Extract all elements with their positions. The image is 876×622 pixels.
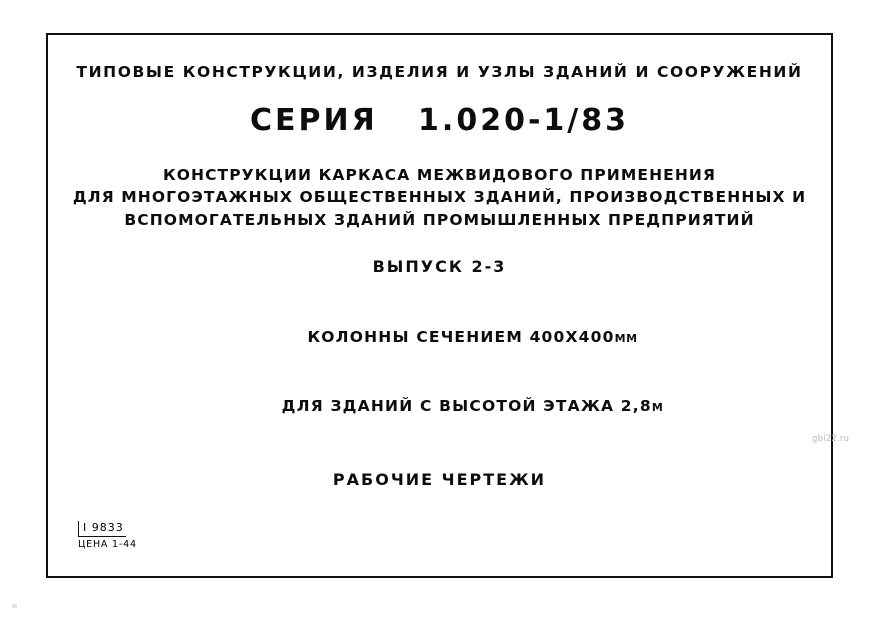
subject-line-2-text: ДЛЯ ЗДАНИЙ С ВЫСОТОЙ ЭТАЖА 2,8 bbox=[281, 397, 652, 416]
scope-line-3: ВСПОМОГАТЕЛЬНЫХ ЗДАНИЙ ПРОМЫШЛЕННЫХ ПРЕДПРИЯТИЙ bbox=[124, 210, 755, 229]
title-block bbox=[48, 35, 831, 576]
watermark-text: gbi22.ru bbox=[812, 434, 850, 444]
bottom-stamp bbox=[78, 516, 137, 550]
document-type: РАБОЧИЕ ЧЕРТЕЖИ bbox=[332, 469, 547, 489]
drawing-frame bbox=[46, 33, 833, 578]
subject-line-1 bbox=[48, 302, 831, 372]
subject-line-1-text: КОЛОННЫ СЕЧЕНИЕМ 400Х400 bbox=[307, 327, 615, 346]
document-header-line: ТИПОВЫЕ КОНСТРУКЦИИ, ИЗДЕЛИЯ И УЗЛЫ ЗДАНИЙ И СООРУЖЕНИЙ bbox=[76, 63, 803, 81]
subject-line-2 bbox=[48, 372, 831, 442]
series-number: СЕРИЯ 1.020-1/83 bbox=[250, 103, 629, 138]
stamp-price: ЦЕНА 1-44 bbox=[78, 539, 137, 550]
scope-block bbox=[48, 164, 831, 231]
subject-line-1-unit: ММ bbox=[614, 331, 638, 345]
subject-line-2-unit: М bbox=[651, 401, 664, 415]
scan-artifact bbox=[12, 604, 17, 608]
subject-block bbox=[48, 302, 831, 442]
issue-number: ВЫПУСК 2-3 bbox=[372, 257, 507, 277]
scope-line-2: ДЛЯ МНОГОЭТАЖНЫХ ОБЩЕСТВЕННЫХ ЗДАНИЙ, ПРОИЗВОДСТВЕННЫХ И bbox=[72, 188, 807, 207]
scope-line-1: КОНСТРУКЦИИ КАРКАСА МЕЖВИДОВОГО ПРИМЕНЕНИЯ bbox=[162, 166, 717, 184]
stamp-code: I 9833 bbox=[78, 521, 126, 537]
